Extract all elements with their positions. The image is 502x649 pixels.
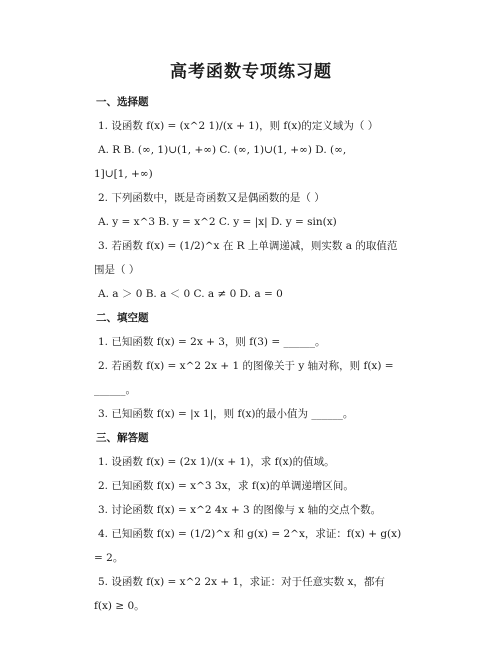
fill-q2-text: 2. 若函数 f(x) = x^2 2x + 1 的图像关于 y 轴对称，则 f(x) = <box>98 360 394 372</box>
solve-q3-text: 3. 讨论函数 f(x) = x^2 4x + 3 的图像与 x 轴的交点个数。 <box>98 504 382 516</box>
section-heading-solve: 三、解答题 <box>96 432 149 444</box>
fill-q2-text-cont: ______。 <box>94 384 136 396</box>
page-title: 高考函数专项练习题 <box>170 62 332 82</box>
choice-q3-options: A. a ＞ 0 B. a ＜ 0 C. a ≠ 0 D. a = 0 <box>98 288 283 300</box>
solve-q1-text: 1. 设函数 f(x) = (2x 1)/(x + 1)，求 f(x)的值域。 <box>98 456 335 468</box>
choice-q2-text: 2. 下列函数中，既是奇函数又是偶函数的是（ ） <box>98 192 325 204</box>
solve-q4-text-cont: = 2。 <box>94 552 124 564</box>
document-body <box>96 92 416 620</box>
choice-q1-options: A. R B. (∞, 1)∪(1, +∞) C. (∞, 1)∪(1, +∞) D. (∞, <box>98 144 347 156</box>
solve-q5-text: 5. 设函数 f(x) = x^2 2x + 1，求证：对于任意实数 x，都有 <box>98 576 385 588</box>
solve-q4-text: 4. 已知函数 f(x) = (1/2)^x 和 g(x) = 2^x，求证：f(x) + g(x) <box>98 528 402 540</box>
solve-q5-text-cont: f(x) ≥ 0。 <box>94 600 145 612</box>
choice-q3-text-cont: 围是（ ） <box>94 264 140 276</box>
section-heading-fill: 二、填空题 <box>96 312 149 324</box>
choice-q1-options-cont: 1]∪[1, +∞) <box>94 168 153 180</box>
section-heading-choice: 一、选择题 <box>96 96 149 108</box>
fill-q3-text: 3. 已知函数 f(x) = |x 1|，则 f(x)的最小值为 ______。 <box>98 408 354 420</box>
solve-q2-text: 2. 已知函数 f(x) = x^3 3x，求 f(x)的单调递增区间。 <box>98 480 354 492</box>
fill-q1-text: 1. 已知函数 f(x) = 2x + 3，则 f(3) = ______。 <box>98 336 326 348</box>
choice-q1-text: 1. 设函数 f(x) = (x^2 1)/(x + 1)，则 f(x)的定义域为（ ） <box>98 120 379 132</box>
choice-q2-options: A. y = x^3 B. y = x^2 C. y = |x| D. y = sin(x) <box>98 216 337 228</box>
choice-q3-text: 3. 若函数 f(x) = (1/2)^x 在 R 上单调递减，则实数 a 的取值范 <box>98 240 398 252</box>
